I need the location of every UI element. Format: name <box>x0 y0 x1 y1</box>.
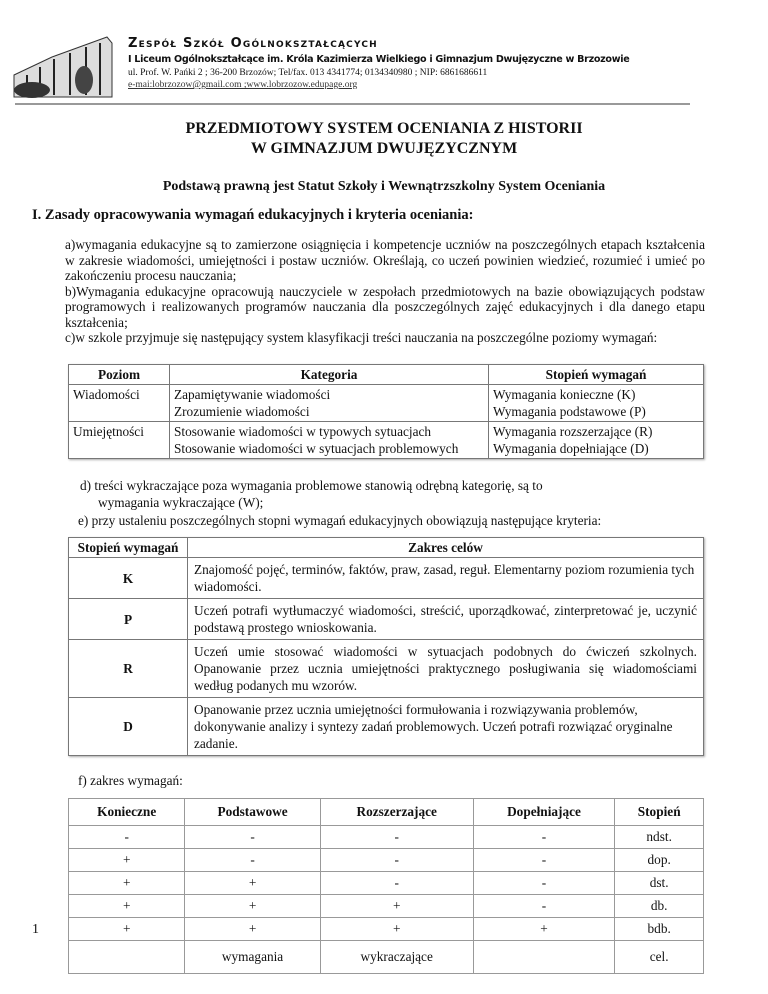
cell: + <box>69 917 185 940</box>
cell: + <box>185 894 320 917</box>
cell: - <box>320 825 473 848</box>
doc-title-line2: W GIMNAZJUM DWUJĘZYCZNYM <box>250 140 518 157</box>
header-cell: Rozszerzające <box>320 798 473 825</box>
table-header-row <box>69 538 704 558</box>
cell: + <box>69 848 185 871</box>
cell: + <box>69 871 185 894</box>
paragraph-a: a)wymagania edukacyjne są to zamierzone osiągnięcia i kompetencje uczniów na poszczególnych etapach kształcenia w zakresie wiadomości, umiejętności i postaw uczniów. Określają, co uczeń powinien wiedzieć, rozumieć i umieć po zakończeniu procesu nauczania; <box>65 237 705 283</box>
header-cell: Stopień wymagań <box>69 538 188 558</box>
cell: - <box>185 825 320 848</box>
cell: - <box>473 848 615 871</box>
cell-line: Zrozumienie wiadomości <box>174 403 310 419</box>
cell <box>473 940 615 973</box>
table-row <box>69 640 704 698</box>
cell: + <box>473 917 615 940</box>
school-contact-link[interactable]: e-mai:lobrzozow@gmail.com ;www.lobrzozow.edupage.org <box>128 80 358 90</box>
header-cell: Dopełniające <box>473 798 615 825</box>
table-row <box>69 698 704 756</box>
paragraph-d-line1: d) treści wykraczające poza wymagania problemowe stanowią odrębną kategorię, są to <box>80 477 543 493</box>
cell <box>170 384 489 421</box>
cell: dst. <box>615 871 704 894</box>
table-row <box>69 871 704 894</box>
cell: + <box>69 894 185 917</box>
cell: + <box>185 871 320 894</box>
header-cell: Stopień wymagań <box>489 364 704 384</box>
cell-line: Wymagania dopełniające (D) <box>493 440 649 456</box>
cell-line: Wymagania rozszerzające (R) <box>493 423 653 439</box>
document-body <box>0 119 768 974</box>
criteria-table <box>68 537 704 756</box>
table-row <box>69 599 704 640</box>
paragraph-c: c)w szkole przyjmuje się następujący system klasyfikacji treści nauczania na poszczególne poziomy wymagań: <box>65 330 658 345</box>
description-cell: Opanowanie przez ucznia umiejętności formułowania i rozwiązywania problemów, dokonywanie analizy i syntezy zadań problemowych. Uczeń potrafi rozwiązać oryginalne zadanie. <box>188 698 704 756</box>
cell: Wiadomości <box>69 384 170 421</box>
cell: - <box>320 848 473 871</box>
cell: wymagania <box>185 940 320 973</box>
header-cell: Kategoria <box>170 364 489 384</box>
table-row <box>69 825 704 848</box>
table-header-row <box>69 798 704 825</box>
cell: dop. <box>615 848 704 871</box>
header-cell: Podstawowe <box>185 798 320 825</box>
cell: + <box>320 894 473 917</box>
cell <box>170 421 489 458</box>
cell: wykraczające <box>320 940 473 973</box>
levels-table <box>68 364 704 459</box>
cell <box>489 421 704 458</box>
school-subtitle: I Liceum Ogólnokształcące im. Króla Kazimierza Wielkiego i Gimnazjum Dwujęzyczne w Brzozowie <box>128 54 630 65</box>
cell-line: Stosowanie wiadomości w typowych sytuacjach <box>174 423 432 439</box>
cell: + <box>185 917 320 940</box>
paragraph-b: b)Wymagania edukacyjne opracowują nauczyciele w zespołach przedmiotowych na bazie obowiązujących podstaw programowych i realizowanych programów nauczania dla poszczególnych zajęć edukacyjnych i dla danego etapu kształcenia; <box>65 283 705 330</box>
description-cell: Uczeń umie stosować wiadomości w sytuacjach podobnych do ćwiczeń szkolnych. Opanowanie przez ucznia umiejętności praktycznego posługiwania się wiadomościami według podanych mu wzorów. <box>188 640 704 698</box>
table-row <box>69 894 704 917</box>
cell: + <box>320 917 473 940</box>
header-cell: Poziom <box>69 364 170 384</box>
description-cell: Uczeń potrafi wytłumaczyć wiadomości, streścić, uporządkować, zinterpretować je, uczynić podstawą prostego wnioskowania. <box>188 599 704 640</box>
cell: cel. <box>615 940 704 973</box>
table-row <box>69 421 704 458</box>
cell: ndst. <box>615 825 704 848</box>
table-row <box>69 848 704 871</box>
header-cell: Zakres celów <box>188 538 704 558</box>
school-building-logo <box>12 35 118 101</box>
paragraphs-abc <box>65 237 705 346</box>
table-row <box>69 940 704 973</box>
cell: - <box>473 871 615 894</box>
school-name: Zespół Szkół Ogólnokształcących <box>128 36 378 51</box>
description-cell: Znajomość pojęć, terminów, faktów, praw, zasad, reguł. Elementarny poziom rozumienia tych wiadomości. <box>188 558 704 599</box>
level-cell: D <box>69 698 188 756</box>
cell-line: Stosowanie wiadomości w sytuacjach problemowych <box>174 440 459 456</box>
legal-basis: Podstawą prawną jest Statut Szkoły i Wewnątrzszkolny System Oceniania <box>162 179 606 194</box>
cell <box>489 384 704 421</box>
cell-line: Wymagania konieczne (K) <box>493 386 636 402</box>
header-cell: Konieczne <box>69 798 185 825</box>
paragraph-d-line2: wymagania wykraczające (W); <box>98 495 264 510</box>
cell: - <box>320 871 473 894</box>
cell: db. <box>615 894 704 917</box>
cell: - <box>473 894 615 917</box>
paragraph-e: e) przy ustaleniu poszczególnych stopni wymagań edukacyjnych obowiązują następujące kryteria: <box>78 512 602 528</box>
cell-line: Zapamiętywanie wiadomości <box>174 386 331 402</box>
cell: - <box>473 825 615 848</box>
header-cell: Stopień <box>615 798 704 825</box>
level-cell: K <box>69 558 188 599</box>
cell: bdb. <box>615 917 704 940</box>
cell: - <box>69 825 185 848</box>
table-row <box>69 558 704 599</box>
doc-title-line1: PRZEDMIOTOWY SYSTEM OCENIANIA Z HISTORII <box>185 120 583 137</box>
cell <box>69 940 185 973</box>
table-header-row <box>69 364 704 384</box>
page-number: 1 <box>32 922 39 937</box>
level-cell: R <box>69 640 188 698</box>
cell: Umiejętności <box>69 421 170 458</box>
cell: - <box>185 848 320 871</box>
table-row <box>69 917 704 940</box>
school-address: ul. Prof. W. Pańki 2 ; 36-200 Brzozów; Tel/fax. 013 4341774; 0134340980 ; NIP: 6861686611 <box>128 68 488 78</box>
requirements-scope-table <box>68 798 704 974</box>
paragraph-f: f) zakres wymagań: <box>78 773 183 788</box>
level-cell: P <box>69 599 188 640</box>
cell-line: Wymagania podstawowe (P) <box>493 403 646 419</box>
section-heading: I. Zasady opracowywania wymagań edukacyjnych i kryteria oceniania: <box>32 207 474 223</box>
header-divider <box>15 103 690 105</box>
table-row <box>69 384 704 421</box>
